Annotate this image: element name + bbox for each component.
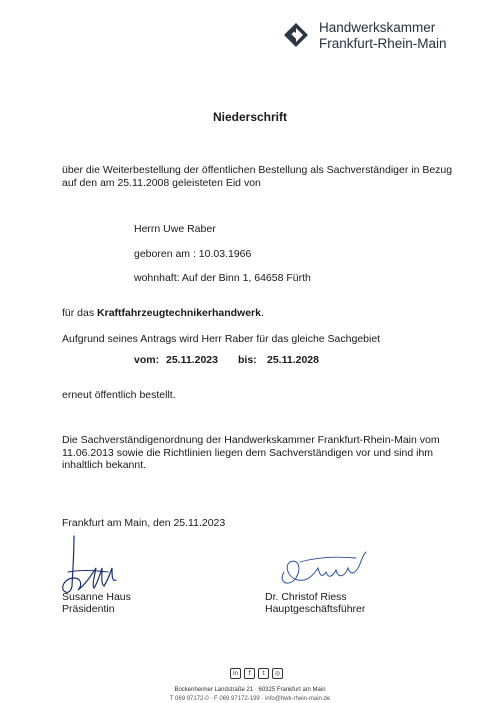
org-logo	[283, 20, 483, 56]
linkedin-icon[interactable]: in	[230, 668, 241, 679]
signatory-1-role: Präsidentin	[62, 603, 115, 615]
trade-prefix: für das	[62, 307, 98, 319]
instagram-icon[interactable]: ◎	[272, 668, 283, 679]
footer-contact: T 069 97172-0 · F 069 97172-199 · info@hwk-rhein-main.de	[169, 696, 331, 702]
org-name-line2: Frankfurt-Rhein-Main	[319, 36, 447, 51]
place-date: Frankfurt am Main, den 25.11.2023	[62, 517, 226, 529]
from-date: 25.11.2023	[166, 354, 218, 366]
signatory-1-name: Susanne Haus	[62, 591, 131, 603]
signatory-2-role: Hauptgeschäftsführer	[265, 603, 366, 615]
org-name-line1: Handwerkskammer	[319, 20, 436, 35]
signatory-2-name: Dr. Christof Riess	[265, 591, 347, 603]
twitter-icon[interactable]: t	[258, 668, 269, 679]
intro-line-1: über die Weiterbestellung der öffentlichen Bestellung als Sachverständiger in Bezug	[62, 164, 453, 176]
regulation-line-2: 11.06.2013 sowie die Richtlinien liegen dem Sachverständigen vor und sind ihm	[62, 447, 434, 459]
to-date: 25.11.2028	[267, 354, 319, 366]
org-name	[319, 20, 447, 52]
signature-managing-director	[274, 548, 374, 592]
facebook-icon[interactable]: f	[244, 668, 255, 679]
intro-line-2: auf den am 25.11.2008 geleisteten Eid von	[62, 177, 261, 189]
to-label: bis:	[238, 354, 257, 366]
trade-suffix: .	[261, 307, 264, 319]
document-title: Niederschrift	[212, 110, 288, 124]
regulation-line-3: inhaltlich bekannt.	[62, 459, 147, 471]
signature-president	[52, 534, 132, 596]
basis-line: Aufgrund seines Antrags wird Herr Raber für das gleiche Sachgebiet	[62, 333, 381, 345]
person-birthdate: geboren am : 10.03.1966	[134, 248, 252, 260]
trade-name: Kraftfahrzeugtechnikerhandwerk	[97, 307, 261, 319]
social-icons	[230, 668, 283, 679]
trade-line	[62, 307, 264, 320]
from-label: vom:	[134, 354, 160, 366]
appointed-line: erneut öffentlich bestellt.	[62, 389, 176, 401]
footer-address: Bockenheimer Landstraße 21 · 60325 Frankfurt am Main	[174, 687, 326, 693]
regulation-line-1: Die Sachverständigenordnung der Handwerkskammer Frankfurt-Rhein-Main vom	[62, 434, 440, 446]
person-address: wohnhaft: Auf der Binn 1, 64658 Fürth	[134, 272, 311, 284]
person-name: Herrn Uwe Raber	[134, 223, 216, 235]
hwk-logo-icon	[283, 22, 309, 48]
